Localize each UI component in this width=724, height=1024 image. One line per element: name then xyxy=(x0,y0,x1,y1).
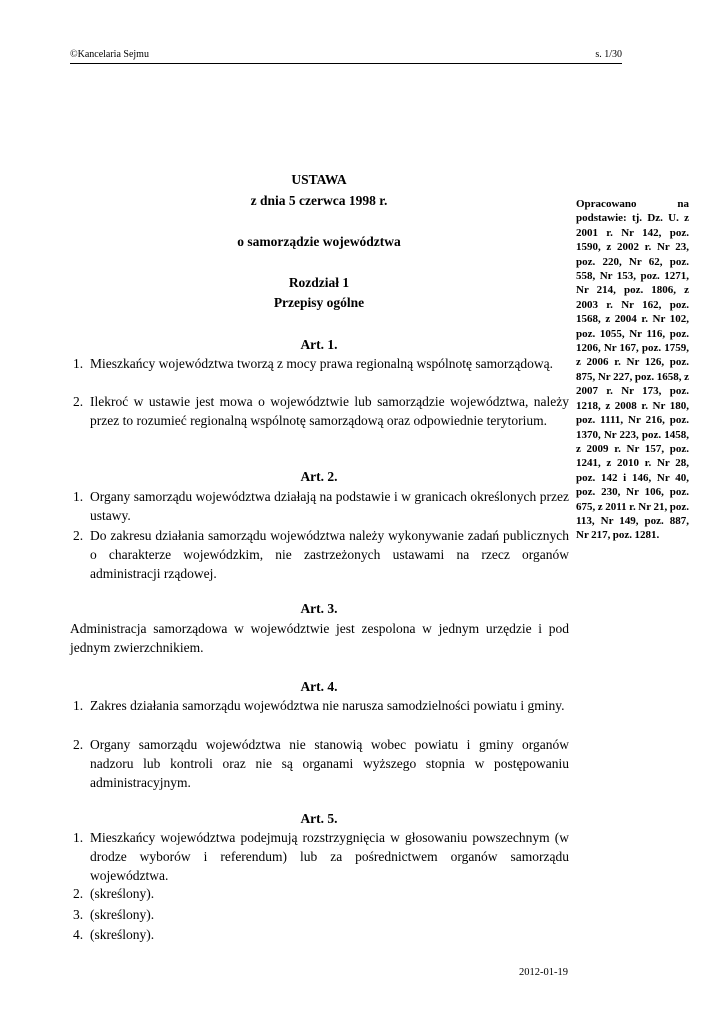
page-header xyxy=(70,49,622,64)
item-number: 2. xyxy=(73,394,84,409)
item-text: Organy samorządu województwa działają na podstawie i w granicach określonych przez ustawy. xyxy=(90,489,569,524)
article-4-heading: Art. 4. xyxy=(300,679,338,694)
item-number: 1. xyxy=(73,698,84,713)
item-number: 2. xyxy=(73,737,84,752)
article-2-heading: Art. 2. xyxy=(300,469,338,484)
item-text: Do zakresu działania samorządu województwa należy wykonywanie zadań publicznych o charakterze wojewódzkim, nie zastrzeżonych ustawami na rzecz organów administracji rządowej. xyxy=(90,528,569,582)
article-5-item-4 xyxy=(73,925,569,944)
item-text: Mieszkańcy województwa podejmują rozstrzygnięcia w głosowaniu powszechnym (w drodze wyborów i referendum) lub za pośrednictwem organów samorządu województwa. xyxy=(90,830,569,884)
article-4-item-2 xyxy=(73,735,569,793)
item-number: 4. xyxy=(73,927,84,942)
footer-date: 2012-01-19 xyxy=(519,967,568,978)
article-1-item-2 xyxy=(73,392,569,430)
act-type: USTAWA xyxy=(291,172,347,187)
item-text: Zakres działania samorządu województwa nie narusza samodzielności powiatu i gminy. xyxy=(90,698,565,713)
article-5-item-3 xyxy=(73,905,569,924)
article-2-item-2 xyxy=(73,526,569,584)
article-1-item-1 xyxy=(73,354,569,373)
source-note: Opracowano na podstawie: tj. Dz. U. z 2001 r. Nr 142, poz. 1590, z 2002 r. Nr 23, poz. 220, Nr 62, poz. 558, Nr 153, poz. 1271, Nr 214, poz. 1806, z 2003 r. Nr 162, poz. 1568, z 2004 r. Nr 102, poz. 1055, Nr 116, poz. 1206, Nr 167, poz. 1759, z 2006 r. Nr 126, poz. 875, Nr 227, poz. 1658, z 2007 r. Nr 173, poz. 1218, z 2008 r. Nr 180, poz. 1111, Nr 216, poz. 1370, Nr 223, poz. 1458, z 2009 r. Nr 157, poz. 1241, z 2010 r. Nr 28, poz. 142 i 146, Nr 40, poz. 230, Nr 106, poz. 675, z 2011 r. Nr 21, poz. 113, Nr 149, poz. 887, Nr 217, poz. 1281. xyxy=(576,198,689,542)
act-subject: o samorządzie województwa xyxy=(237,234,401,249)
item-text: (skreślony). xyxy=(90,927,155,942)
item-text: Ilekroć w ustawie jest mowa o województwie lub samorządzie województwa, należy przez to rozumieć regionalną wspólnotę samorządową oraz odpowiednie terytorium. xyxy=(90,394,569,429)
article-5-item-2 xyxy=(73,884,569,903)
article-3-text: Administracja samorządowa w województwie jest zespolona w jednym urzędzie i pod jednym zwierzchnikiem. xyxy=(70,621,569,656)
header-publisher: ©Kancelaria Sejmu xyxy=(70,49,149,60)
article-3-heading: Art. 3. xyxy=(300,601,338,616)
item-number: 2. xyxy=(73,886,84,901)
chapter-label: Rozdział 1 xyxy=(288,275,350,290)
item-text: (skreślony). xyxy=(90,907,155,922)
article-5-item-1 xyxy=(73,828,569,886)
item-number: 3. xyxy=(73,907,84,922)
item-text: (skreślony). xyxy=(90,886,155,901)
item-number: 1. xyxy=(73,830,84,845)
item-number: 1. xyxy=(73,356,84,371)
chapter-title: Przepisy ogólne xyxy=(273,295,365,310)
item-number: 1. xyxy=(73,489,84,504)
header-page-number: s. 1/30 xyxy=(595,49,622,60)
item-number: 2. xyxy=(73,528,84,543)
article-2-item-1 xyxy=(73,487,569,525)
item-text: Organy samorządu województwa nie stanowią wobec powiatu i gminy organów nadzoru lub kontroli oraz nie są organami wyższego stopnia w postępowaniu administracyjnym. xyxy=(90,737,569,791)
article-4-item-1 xyxy=(73,696,569,715)
article-5-heading: Art. 5. xyxy=(300,811,338,826)
item-text: Mieszkańcy województwa tworzą z mocy prawa regionalną wspólnotę samorządową. xyxy=(90,356,553,371)
article-1-heading: Art. 1. xyxy=(300,337,338,352)
act-date: z dnia 5 czerwca 1998 r. xyxy=(250,193,388,208)
